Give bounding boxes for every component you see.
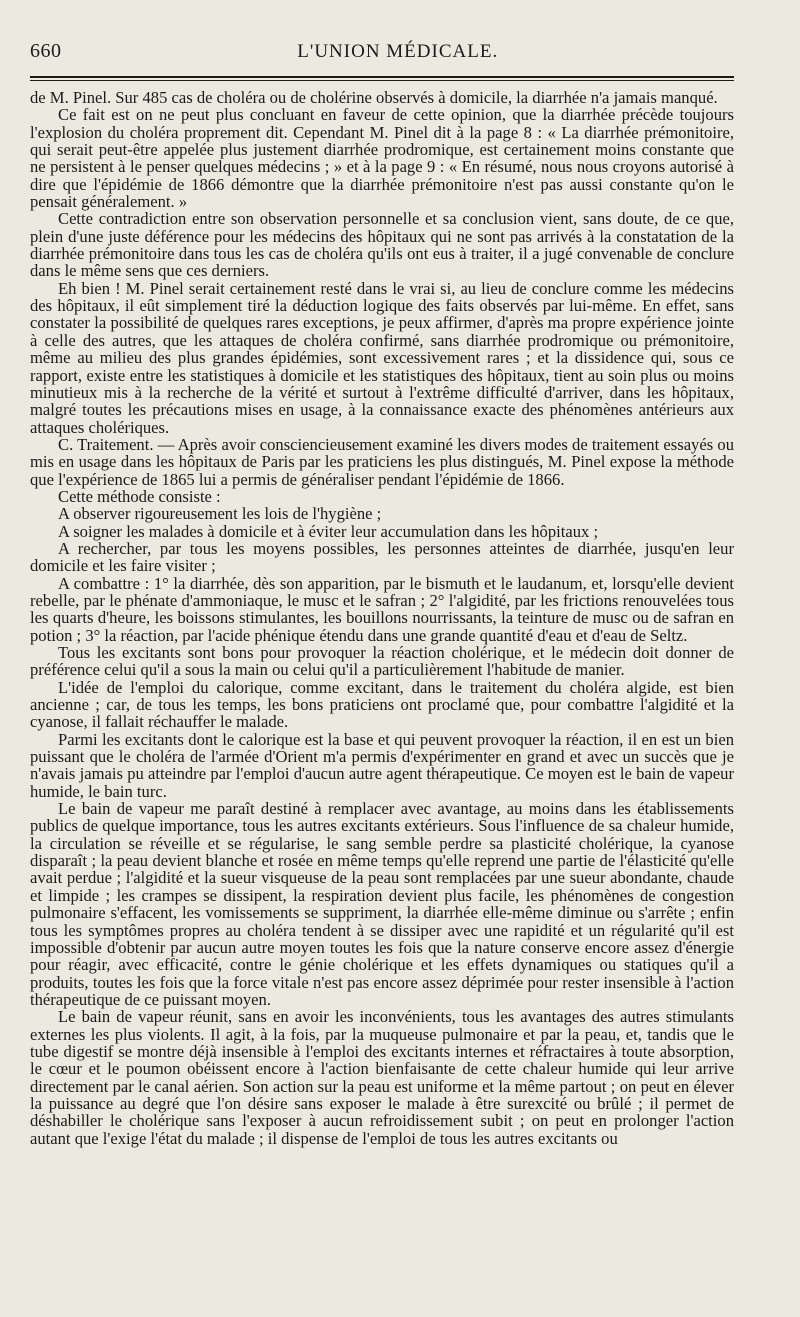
article-body — [30, 89, 734, 1147]
paragraph: Le bain de vapeur me paraît destiné à remplacer avec avantage, au moins dans les établissements publics de quelque importance, tous les autres excitants extérieurs. Sous l'influence de sa chaleur humide, la circulation se réveille et se régularise, le sang semble perdre sa plasticité cholérique, la cyanose disparaît ; la peau devient blanche et rosée en même temps qu'elle reprend une partie de l'élasticité qu'elle avait perdue ; l'algidité et la sueur visqueuse de la peau sont remplacées par une sueur abondante, chaude et limpide ; les crampes se dissipent, la respiration devient plus facile, les phénomènes de congestion pulmonaire s'effacent, les vomissements se suppriment, la diarrhée elle-même diminue ou s'arrête ; enfin tous les symptômes propres au choléra tendent à se dissiper avec une rapidité et un régularité qu'il est impossible d'obtenir par aucun autre moyen toutes les fois que la nature conserve encore assez d'énergie pour réagir, avec efficacité, contre le génie cholérique et les effets dynamiques ou statiques qu'il a produits, toutes les fois que la force vitale n'est pas encore assez déprimée pour rester insensible à l'action thérapeutique de ce puissant moyen. — [30, 799, 734, 1009]
paragraph: Parmi les excitants dont le calorique est la base et qui peuvent provoquer la réaction, il en est un bien puissant que le choléra de l'armée d'Orient m'a permis d'expérimenter en grand et avec un succès que je n'avais jamais pu atteindre par l'emploi d'aucun autre agent thérapeutique. Ce moyen est le bain de vapeur humide, le bain turc. — [30, 729, 734, 801]
paragraph: C. Traitement. — Après avoir consciencieusement examiné les divers modes de traitement essayés ou mis en usage dans les hôpitaux de Paris par les praticiens les plus distingués, M. Pinel expose la méthode que l'expérience de 1865 lui a permis de généraliser pendant l'épidémie de 1866. — [30, 434, 734, 489]
paragraph: Cette contradiction entre son observation personnelle et sa conclusion vient, sans doute, de ce que, plein d'une juste déférence pour les médecins des hôpitaux qui ne sont pas arrivés à la constatation de la diarrhée prémonitoire dans tous les cas de choléra qu'ils ont eus à traiter, il a jugé convenable de conclure dans le même sens que ces derniers. — [30, 209, 734, 281]
paragraph: Cette méthode consiste : — [58, 486, 221, 506]
paragraph: L'idée de l'emploi du calorique, comme excitant, dans le traitement du choléra algide, est bien ancienne ; car, de tous les temps, les bons praticiens ont proclamé que, pour combattre l'algidité et la cyanose, il fallait réchauffer le malade. — [30, 677, 734, 732]
paragraph: A rechercher, par tous les moyens possibles, les personnes atteintes de diarrhée, jusqu'en leur domicile et les faire visiter ; — [30, 538, 734, 576]
paragraph: A observer rigoureusement les lois de l'hygiène ; — [58, 504, 382, 524]
page-number: 660 — [30, 40, 62, 62]
paragraph: A combattre : 1° la diarrhée, dès son apparition, par le bismuth et le laudanum, et, lorsqu'elle devient rebelle, par le phénate d'ammoniaque, le musc et le safran ; 2° l'algidité, par les frictions renouvelées tous les quarts d'heure, les boissons stimulantes, les bouillons nourrissants, la teinture de musc ou de safran en potion ; 3° la réaction, par l'acide phénique étendu dans une grande quantité d'eau et d'eau de Seltz. — [30, 573, 734, 645]
paragraph: de M. Pinel. Sur 485 cas de choléra ou de cholérine observés à domicile, la diarrhée n'a jamais manqué. — [30, 88, 718, 107]
paragraph: Le bain de vapeur réunit, sans en avoir les inconvénients, tous les avantages des autres stimulants externes les plus violents. Il agit, à la fois, par la muqueuse pulmonaire et par la peau, et, tandis que le tube digestif se montre déjà insensible à l'emploi des excitants internes et réfractaires à toute absorption, le cœur et le poumon obéissent encore à l'action bienfaisante de cette chaleur humide qui leur arrive directement par le canal aérien. Son action sur la peau est uniforme et la même partout ; on peut en élever la puissance au degré que l'on désire sans exposer le malade à être surexcité ou brûlé ; il permet de déshabiller le cholérique sans l'exposer à aucun refroidissement subit ; on peut en prolonger l'action autant que l'exige l'état du malade ; il dispense de l'emploi de tous les autres excitants ou — [30, 1007, 734, 1148]
paragraph: Ce fait est on ne peut plus concluant en faveur de cette opinion, que la diarrhée précède toujours l'explosion du choléra proprement dit. Cependant M. Pinel dit à la page 8 : « La diarrhée prémonitoire, qui serait peut-être appelée plus justement diarrhée prodromique, est certainement moins constante que ne persistent à le penser quelques médecins ; » et à la page 9 : « En résumé, nous nous croyons autorisé à dire que l'épidémie de 1866 démontre que la diarrhée prémonitoire n'est pas aussi constante qu'on le pensait généralement. » — [30, 105, 734, 212]
paragraph: Eh bien ! M. Pinel serait certainement resté dans le vrai si, au lieu de conclure comme les médecins des hôpitaux, il eût simplement tiré la déduction logique des faits observés par lui-même. En effet, sans constater la possibilité de quelques rares exceptions, je peux affirmer, d'après ma propre expérience jointe à celle des autres, que les attaques de choléra confirmé, sans diarrhée prodromique ou prémonitoire, même au milieu des plus grandes épidémies, sont excessivement rares ; et la dissidence qui, sous ce rapport, existe entre les statistiques à domicile et les statistiques des hôpitaux, tient au soin plus ou moins minutieux mis à la recherche de la vérité et surtout à l'extrême difficulté d'arriver, dans les hôpitaux, malgré toutes les précautions mises en usage, à la connaissance exacte des phénomènes antérieurs aux attaques cholériques. — [30, 278, 734, 437]
header-rule — [30, 76, 734, 81]
paragraph: Tous les excitants sont bons pour provoquer la réaction cholérique, et le médecin doit donner de préférence celui qu'il a sous la main ou celui qu'il a particulièrement l'habitude de manier. — [30, 643, 734, 680]
paragraph: A soigner les malades à domicile et à éviter leur accumulation dans les hôpitaux ; — [58, 521, 599, 541]
running-title: L'UNION MÉDICALE. — [297, 41, 499, 62]
page-header — [30, 40, 734, 70]
